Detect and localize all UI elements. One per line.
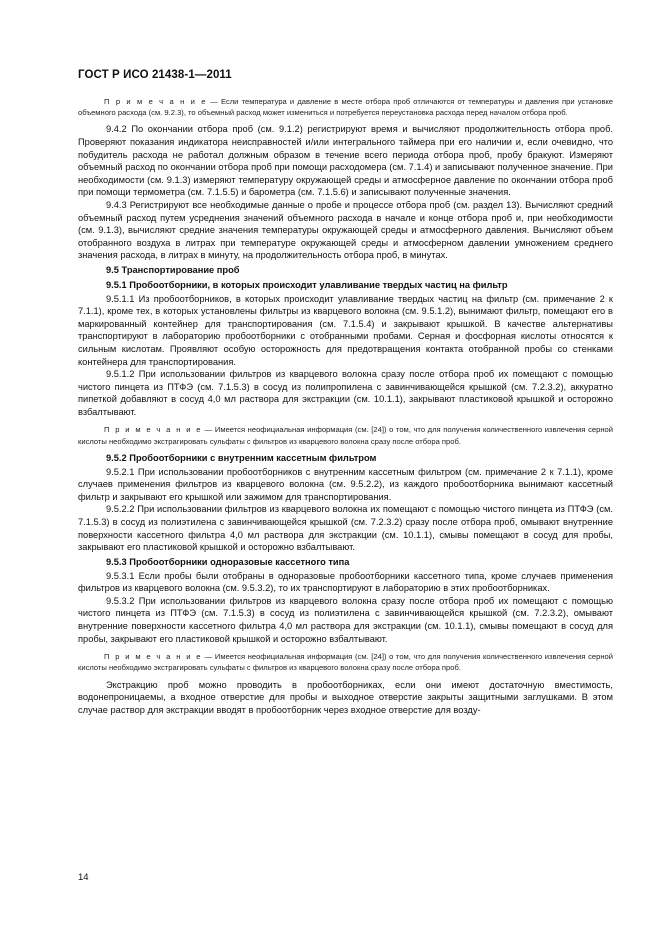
note-text: — Имеется неофициальная информация (см. [24]) о том, что для получения количественного извлечения серной кислоты необходимо экстрагировать сульфаты с фильтров из кварцевого волокна сразу после отбора проб. bbox=[78, 652, 613, 673]
note-label: П р и м е ч а н и е bbox=[104, 97, 208, 106]
page-content bbox=[78, 96, 613, 716]
note-sulfuric-acid-1 bbox=[78, 424, 613, 446]
paragraph-9-4-2: 9.4.2 По окончании отбора проб (см. 9.1.2) регистрируют время и вычисляют продолжительность отбора проб. Проверяют показания индикатора неисправностей и/или интегрального таймера при его наличии и, если очевидно, что побудитель расхода не работал должным образом в течение всего периода отбора проб, пробу бракуют. Измеряют объемный расход по окончании отбора проб при помощи расходомера (см. 7.1.4) и записывают полученное значение. При необходимости (см. 9.1.3) измеряют температуру окружающей среды и атмосферное давление по окончании отбора проб при помощи термометра (см. 7.1.5.5) и барометра (см. 7.1.5.6) и записывают полученные значения. bbox=[78, 124, 613, 198]
note-label: П р и м е ч а н и е bbox=[104, 652, 203, 662]
heading-9-5-2: 9.5.2 Пробоотборники с внутренним кассетным фильтром bbox=[106, 452, 377, 463]
note-label: П р и м е ч а н и е bbox=[104, 425, 203, 435]
note-temperature-pressure bbox=[78, 96, 613, 118]
document-code-header: ГОСТ Р ИСО 21438-1—2011 bbox=[78, 69, 232, 81]
note-sulfuric-acid-2 bbox=[78, 651, 613, 673]
paragraph-9-5-1-2: 9.5.1.2 При использовании фильтров из кварцевого волокна сразу после отбора проб их помещают с помощью чистого пинцета из ПТФЭ (см. 7.1.5.3) в сосуд из полипропилена с завинчивающейся крышкой (см. 7.2.3.2), аккуратно пипеткой добавляют в сосуд 4,0 мл раствора для экстракции (см. 10.1.1), закрывают пластиковой крышкой и осторожно взбалтывают. bbox=[78, 369, 613, 417]
paragraph-9-5-1-1: 9.5.1.1 Из пробоотборников, в которых происходит улавливание твердых частиц на фильтр (см. примечание 2 к 7.1.1), кроме тех, в которых установлены фильтры из кварцевого волокна (см. 9.5.1.2), вынимают фильтр, помещают его в маркированный контейнер для транспортирования (см. 7.1.5.4) и закрывают крышкой. В качестве альтернативы транспортируют в лабораторию пробоотборники с отобранными пробами. Серная и фосфорная кислоты относятся к сильным кислотам. Проявляют особую осторожность для предотвращения контакта отобранной пробы со стенками контейнера для транспортирования. bbox=[78, 293, 613, 367]
paragraph-9-5-2-2: 9.5.2.2 При использовании фильтров из кварцевого волокна их помещают с помощью чистого пинцета из ПТФЭ (см. 7.1.5.3) в сосуд из полиэтилена с завинчивающейся крышкой (см. 7.2.3.2) сразу после отбора проб, омывают внутренние поверхности кассетного фильтра 4,0 мл раствора для экстракции (см. 10.1.1), смывы помещают в сосуд для пробы, закрывают его пластиковой крышкой и осторожно взбалтывают. bbox=[78, 504, 613, 553]
note-text: — Имеется неофициальная информация (см. [24]) о том, что для получения количественного извлечения серной кислоты необходимо экстрагировать сульфаты с фильтров из кварцевого волокна сразу после отбора проб. bbox=[78, 425, 613, 446]
paragraph-9-5-3-1: 9.5.3.1 Если пробы были отобраны в одноразовые пробоотборники кассетного типа, кроме случаев применения фильтров из кварцевого волокна (см. 9.5.3.2), то их транспортируют в лабораторию в этих пробоотборниках. bbox=[78, 570, 613, 594]
page-number: 14 bbox=[78, 872, 89, 883]
paragraph-9-5-2-1: 9.5.2.1 При использовании пробоотборников с внутренним кассетным фильтром (см. примечание 2 к 7.1.1), кроме случаев применения фильтров из кварцевого волокна (см. 9.5.2.2), из каждого пробоотборника вынимают кассетный фильтр и закрывают его крышкой или зажимом для транспортирования. bbox=[78, 466, 613, 502]
heading-9-5-3: 9.5.3 Пробоотборники одноразовые кассетного типа bbox=[106, 556, 350, 567]
heading-9-5-1: 9.5.1 Пробоотборники, в которых происходит улавливание твердых частиц на фильтр bbox=[106, 279, 508, 290]
paragraph-9-5-3-2: 9.5.3.2 При использовании фильтров из кварцевого волокна сразу после отбора проб их помещают с помощью чистого пинцета из ПТФЭ (см. 7.1.5.3) в сосуд из полиэтилена с завинчивающейся крышкой (см. 7.2.3.2), омывают внутренние поверхности кассетного фильтра 4,0 мл раствора для экстракции (см. 10.1.1), смывы помещают в сосуд для пробы, закрывают его пластиковой крышкой и осторожно взбалтывают. bbox=[78, 595, 613, 644]
heading-9-5: 9.5 Транспортирование проб bbox=[106, 264, 240, 275]
note-text: — Если температура и давление в месте отбора проб отличаются от температуры и давления при установке объемного расхода (см. 9.2.3), то объемный расход может измениться и потребуется переустановка расхода перед началом отбора проб. bbox=[78, 97, 613, 118]
paragraph-9-4-3: 9.4.3 Регистрируют все необходимые данные о пробе и процессе отбора проб (см. раздел 13). Вычисляют средний объемный расход путем усреднения значений объемного расхода в начале и конце отбора проб и, при необходимости (см. 9.1.3), вычисляют средние значения температуры окружающей среды и атмосферного давления. Вычисляют объем отобранного воздуха в литрах при температуре окружающей среды и атмосферном давлении умножением среднего значения расхода, в литрах в минуту, на продолжительность отбора проб, в минутах. bbox=[78, 199, 613, 261]
paragraph-extraction: Экстракцию проб можно проводить в пробоотборниках, если они имеют достаточную вместимость, водонепроницаемы, а входное отверстие для пробы и выходное отверстие закрыты защитными заглушками. В этом случае раствор для экстракции вводят в пробоотборник через входное отверстие для возду- bbox=[78, 679, 613, 715]
